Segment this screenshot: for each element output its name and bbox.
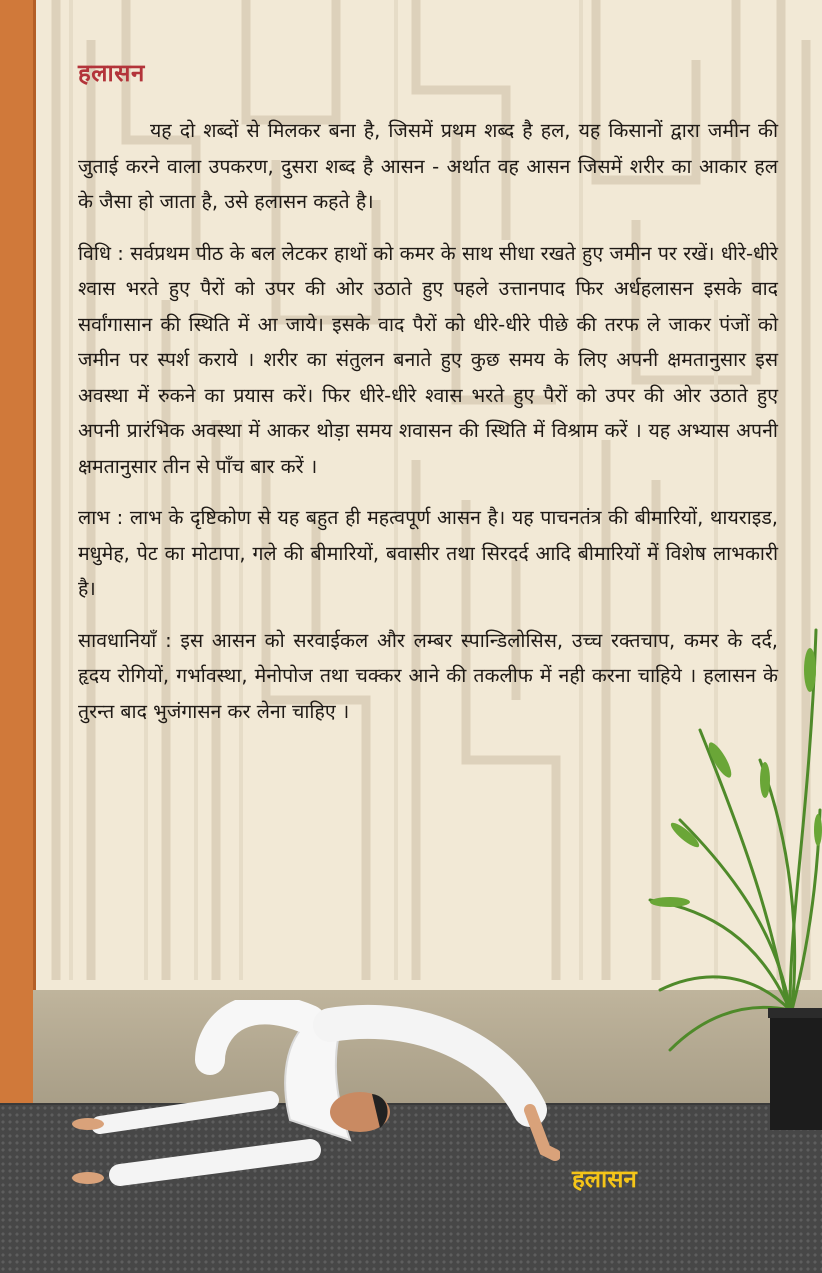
pose-caption: हलासन	[572, 1165, 637, 1193]
benefits-paragraph: लाभ : लाभ के दृष्टिकोण से यह बहुत ही महत्वपूर्ण आसन है। यह पाचनतंत्र की बीमारियों, थायराइड, मधुमेह, पेट का मोटापा, गले की बीमारियों, बवासीर तथा सिरदर्द आदि बीमारियों में विशेष लाभकारी है।	[78, 506, 778, 600]
intro-paragraph: यह दो शब्दों से मिलकर बना है, जिसमें प्रथम शब्द है हल, यह किसानों द्वारा जमीन की जुताई करने वाला उपकरण, दुसरा शब्द है आसन - अर्थात वह आसन जिसमें शरीर का आकार हल के जैसा हो जाता है, उसे हलासन कहते है।	[78, 119, 778, 213]
precautions-paragraph: सावधानियाँ : इस आसन को सरवाईकल और लम्बर स्पान्डिलोसिस, उच्च रक्तचाप, कमर के दर्द, हृदय रोगियों, गर्भावस्था, मेनोपोज तथा चक्कर आने की तकलीफ में नही करना चाहिये । हलासन के तुरन्त बाद भुजंगासन कर लेना चाहिए ।	[78, 628, 778, 723]
halasana-pose-icon	[40, 1000, 560, 1210]
left-orange-bar	[0, 0, 36, 1273]
page-title: हलासन	[78, 59, 145, 87]
method-paragraph: विधि : सर्वप्रथम पीठ के बल लेटकर हाथों को कमर के साथ सीधा रखते हुए जमीन पर रखें। धीरे-धीरे श्वास भरते हुए पैरों को उपर की ओर उठाते हुए पहले उत्तानपाद फिर अर्धहलासन इसके वाद सर्वांगासान की स्थिति में आ जाये। इसके वाद पैरों को धीरे-धीरे पीछे की तरफ ले जाकर पंजों को जमीन पर स्पर्श कराये । शरीर का संतुलन बनाते हुए कुछ समय के लिए अपनी क्षमतानुसार इस अवस्था में रुकने का प्रयास करें। फिर धीरे-धीरे श्वास भरते हुए पैरों को उपर की ओर उठाते हुए अपनी प्रारंभिक अवस्था में आकर थोड़ा समय शवासन की स्थिति में विश्राम करें । यह अभ्यास अपनी क्षमतानुसार तीन से पाँच बार करें ।	[78, 241, 778, 478]
potted-plant-icon	[640, 610, 822, 1130]
